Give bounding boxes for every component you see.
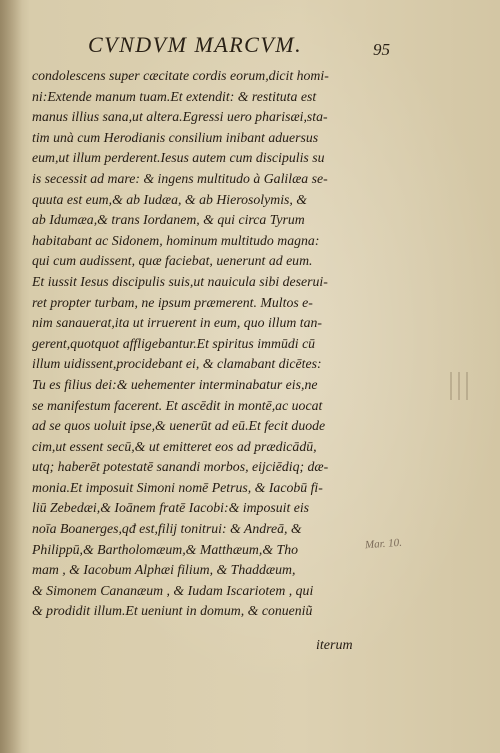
catchword: iterum: [316, 638, 353, 653]
text-line: ret propter turbam, ne ipsum præmerent. Multos e-: [32, 294, 313, 310]
show-through-mark: [448, 372, 470, 400]
text-line: se manifestum facerent. Et ascēdit in montē,ac uocat: [32, 397, 323, 413]
text-line: ad se quos uoluit ipse,& uenerūt ad eū.Et fecit duode: [32, 418, 326, 434]
body-text: [32, 66, 368, 622]
text-line: quuta est eum,& ab Iudæa, & ab Hierosolymis, &: [32, 191, 308, 207]
text-line: habitabant ac Sidonem, hominum multitudo magna:: [32, 232, 320, 248]
text-line: Tu es filius dei:& uehementer interminabatur eis,ne: [32, 376, 318, 392]
text-line: condolescens super cæcitate cordis eorum,dicit homi-: [32, 68, 329, 83]
text-line: liū Zebedæi,& Ioānem fratē Iacobi:& imposuit eis: [32, 500, 310, 516]
text-line: & prodidit illum.Et ueniunt in domum, & conueniũ: [32, 603, 313, 619]
text-line: Et iussit Iesus discipulis suis,ut nauicula sibi deserui-: [32, 273, 328, 289]
text-line: qui cum audissent, quæ faciebat, uenerunt ad eum.: [32, 253, 313, 269]
text-line: illum uidissent,procidebant ei, & clamabant dicētes:: [32, 356, 322, 372]
text-line: eum,ut illum perderent.Iesus autem cum discipulis su: [32, 150, 325, 166]
text-line: cim,ut essent secū,& ut emitteret eos ad prædicādū,: [32, 438, 317, 454]
text-line: mam , & Iacobum Alphæi filium, & Thaddæum,: [32, 562, 296, 578]
running-head: CVNDVM MARCVM.: [88, 32, 303, 57]
text-line: monia.Et imposuit Simoni nomē Petrus, & Iacobū fi-: [32, 479, 323, 495]
text-line: Philippū,& Bartholomæum,& Matthæum,& Tho: [32, 541, 298, 557]
gutter-shadow: [0, 0, 22, 753]
folio-number: 95: [373, 40, 390, 59]
text-line: ni:Extende manum tuam.Et extendit: & restituta est: [32, 88, 317, 104]
margin-annotation: Mar. 10.: [364, 536, 403, 552]
text-line: utq; haberēt potestatē sanandi morbos, eijciēdiq; dæ-: [32, 459, 329, 475]
text-line: gerent,quotquot affligebantur.Et spiritus immūdi cū: [32, 335, 316, 351]
text-line: ab Idumæa,& trans Iordanem, & qui circa Tyrum: [32, 212, 305, 228]
text-line: manus illius sana,ut altera.Egressi uero pharisæi,sta-: [32, 109, 328, 125]
text-line: noīa Boanerges,qđ est,filij tonitrui: & Andreā, &: [32, 521, 302, 537]
text-line: is secessit ad mare: & ingens multitudo à Galilæa se-: [32, 170, 328, 186]
text-line: & Simonem Cananæum , & Iudam Iscariotem , qui: [32, 582, 314, 598]
text-line: nim sanauerat,ita ut irruerent in eum, quo illum tan-: [32, 315, 322, 331]
text-line: tim unà cum Herodianis consilium inibant aduersus: [32, 129, 319, 145]
